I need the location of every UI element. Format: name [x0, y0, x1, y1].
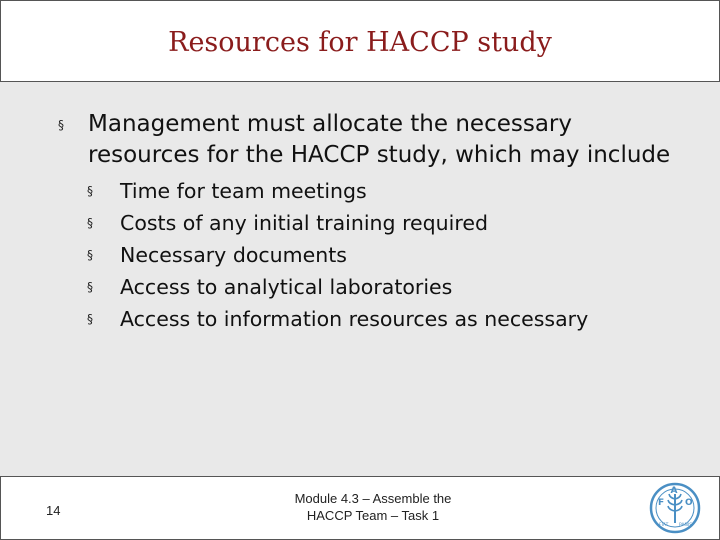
bullet-marker: §	[87, 184, 93, 198]
sub-bullet	[87, 207, 678, 239]
bullet-marker: §	[87, 280, 93, 294]
svg-text:PANIS: PANIS	[679, 523, 693, 528]
sub-bullet-list	[87, 175, 678, 335]
bullet-marker: §	[87, 216, 93, 230]
slide-title: Resources for HACCP study	[168, 27, 552, 58]
sub-bullet	[87, 239, 678, 271]
svg-text:F: F	[658, 498, 665, 508]
main-bullet-text: Management must allocate the necessary resources for the HACCP study, which may include	[88, 111, 671, 168]
sub-bullet	[87, 271, 678, 303]
footer-line-1: Module 4.3 – Assemble the	[294, 491, 452, 506]
sub-bullet-text: Access to analytical laboratories	[120, 275, 453, 299]
title-bar	[0, 0, 720, 82]
fao-logo-icon	[649, 482, 701, 534]
slide-footer	[0, 476, 720, 540]
sub-bullet-text: Time for team meetings	[120, 179, 367, 203]
sub-bullet-text: Access to information resources as necessary	[120, 307, 589, 331]
main-bullet	[58, 109, 678, 171]
slide-content	[58, 109, 678, 335]
svg-text:FIAT: FIAT	[659, 523, 669, 528]
sub-bullet-text: Necessary documents	[120, 243, 347, 267]
svg-text:O: O	[685, 498, 693, 508]
svg-text:A: A	[670, 486, 678, 496]
bullet-marker: §	[87, 248, 93, 262]
bullet-marker: §	[87, 312, 93, 326]
sub-bullet	[87, 303, 678, 335]
sub-bullet	[87, 175, 678, 207]
bullet-marker: §	[58, 118, 64, 132]
footer-caption	[261, 490, 485, 524]
page-number: 14	[46, 503, 61, 518]
footer-line-2: HACCP Team – Task 1	[306, 508, 440, 523]
sub-bullet-text: Costs of any initial training required	[120, 211, 488, 235]
